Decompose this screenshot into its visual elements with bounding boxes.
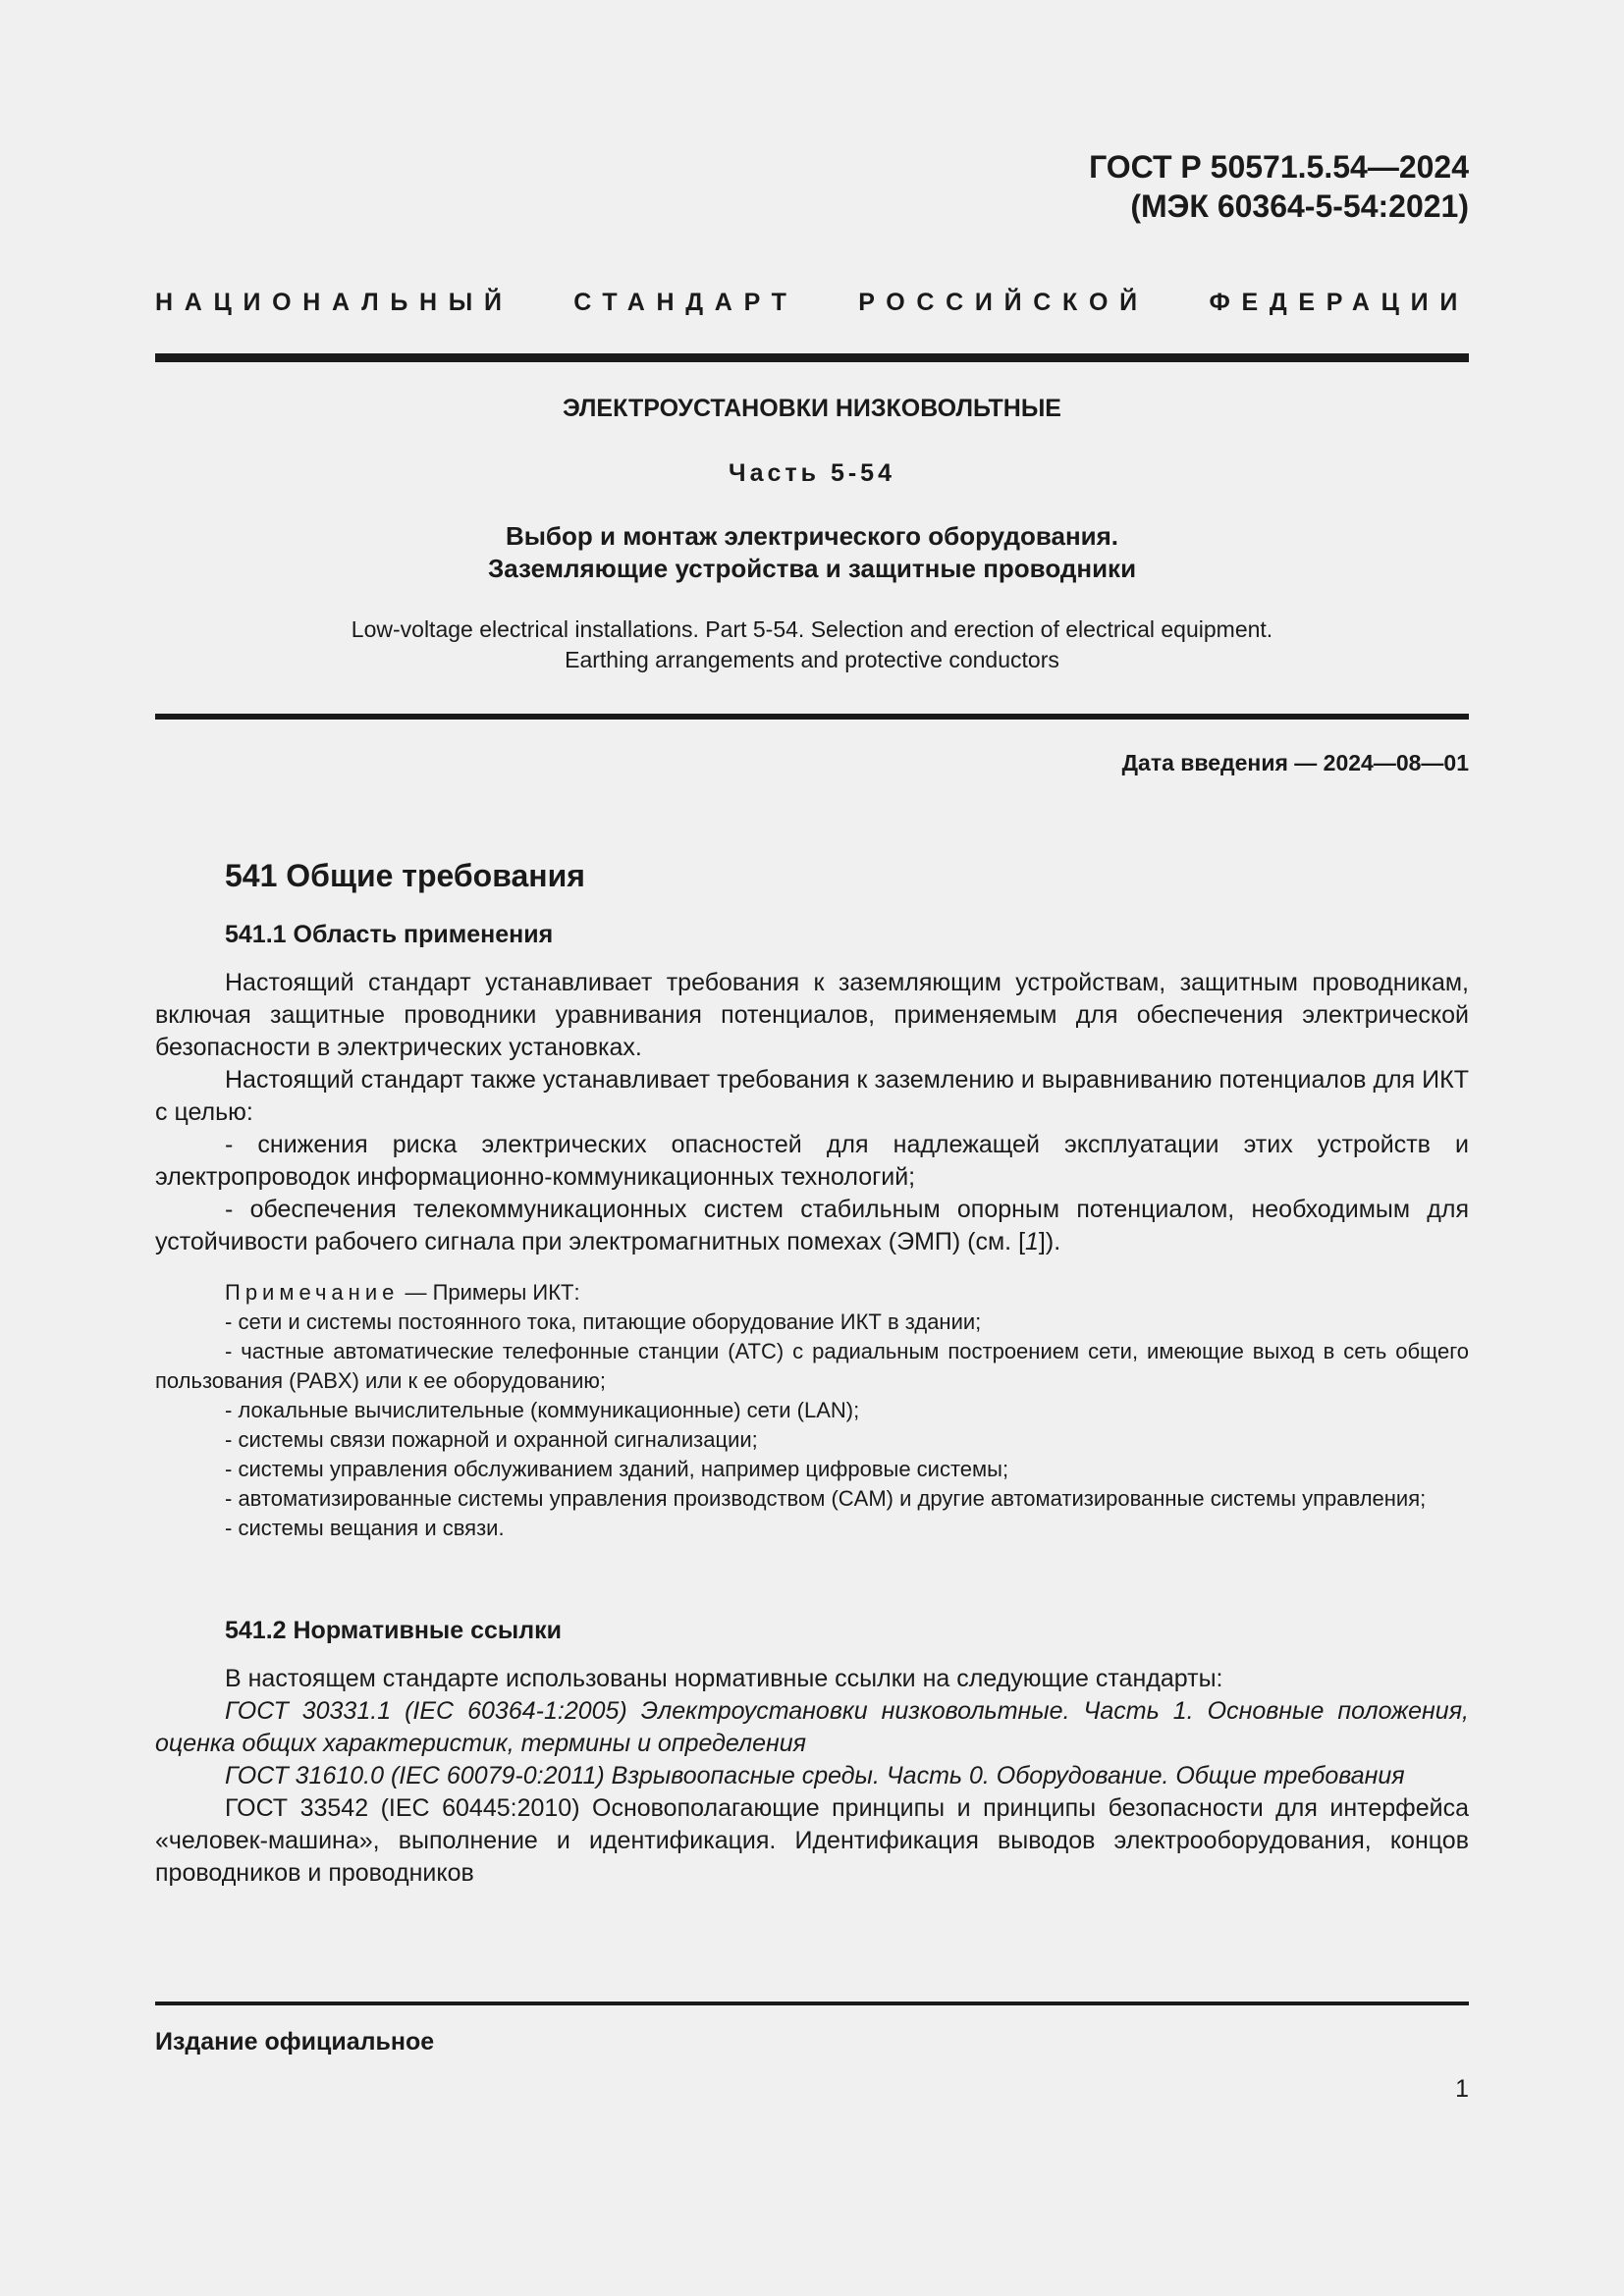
reference-item: ГОСТ 33542 (IEC 60445:2010) Основополагающие принципы и принципы безопасности для интерфейса «человек-машина», выполнение и идентификация. Идентификация выводов электрооборудования, концов проводников и проводников [155, 1794, 1469, 1887]
bibliography-reference-link[interactable]: 1 [1025, 1228, 1039, 1255]
english-title-line-1: Low-voltage electrical installations. Part 5-54. Selection and erection of electrical equipment. [351, 616, 1273, 642]
note-item: - системы управления обслуживанием зданий, например цифровые системы; [225, 1457, 1009, 1481]
note-item: - системы вещания и связи. [225, 1516, 505, 1540]
page-number: 1 [1455, 2075, 1469, 2103]
title-divider [155, 714, 1469, 720]
reference-item: ГОСТ 30331.1 (IEC 60364-1:2005) Электроустановки низковольтные. Часть 1. Основные положения, оценка общих характеристик, термины и определения [155, 1697, 1469, 1757]
english-title-line-2: Earthing arrangements and protective conductors [565, 647, 1059, 672]
subtitle-line-2: Заземляющие устройства и защитные проводники [487, 554, 1137, 583]
document-subtitle [155, 520, 1469, 585]
note-item: - сети и системы постоянного тока, питающие оборудование ИКТ в здании; [225, 1309, 982, 1334]
note-label: Примечание [225, 1280, 400, 1305]
normative-references [155, 1663, 1469, 1890]
official-edition-label: Издание официальное [155, 2028, 435, 2056]
note-item: - частные автоматические телефонные станции (АТС) с радиальным построением сети, имеющие выход в сеть общего пользования (PABX) или к ее оборудованию; [155, 1339, 1469, 1393]
footer-divider [155, 2002, 1469, 2005]
paragraph: Настоящий стандарт устанавливает требования к заземляющим устройствам, защитным проводникам, включая защитные проводники уравнивания потенциалов, применяемым для обеспечения электрической безопасности в электрических установках. [155, 969, 1469, 1061]
paragraph: - снижения риска электрических опасностей для надлежащей эксплуатации этих устройств и электропроводок информационно-коммуникационных технологий; [155, 1131, 1469, 1191]
document-title: ЭЛЕКТРОУСТАНОВКИ НИЗКОВОЛЬТНЫЕ [563, 395, 1061, 422]
subtitle-line-1: Выбор и монтаж электрического оборудования. [505, 521, 1119, 551]
note-item: - локальные вычислительные (коммуникационные) сети (LAN); [225, 1398, 860, 1422]
top-divider [155, 353, 1469, 362]
iec-number: (МЭК 60364-5-54:2021) [1130, 188, 1469, 224]
english-title [155, 614, 1469, 675]
section-heading-541-1: 541.1 Область применения [225, 921, 554, 948]
note-item: - системы связи пожарной и охранной сигнализации; [225, 1427, 758, 1452]
gost-number: ГОСТ Р 50571.5.54—2024 [1089, 149, 1469, 185]
national-standard-banner: НАЦИОНАЛЬНЫЙ СТАНДАРТ РОССИЙСКОЙ ФЕДЕРАЦИИ [155, 289, 1469, 316]
document-number [1089, 147, 1469, 226]
paragraph-text: - обеспечения телекоммуникационных систем стабильным опорным потенциалом, необходимым для устойчивости рабочего сигнала при электромагнитных помехах (ЭМП) (см. [ [155, 1196, 1469, 1255]
reference-item: ГОСТ 31610.0 (IEC 60079-0:2011) Взрывоопасные среды. Часть 0. Оборудование. Общие требования [225, 1762, 1405, 1789]
section-heading-541: 541 Общие требования [225, 858, 585, 893]
paragraph: Настоящий стандарт также устанавливает требования к заземлению и выравниванию потенциалов для ИКТ с целью: [155, 1066, 1469, 1126]
paragraph-end: ]). [1038, 1228, 1061, 1255]
note-heading [155, 1278, 1469, 1308]
document-part: Часть 5-54 [729, 459, 895, 487]
section-heading-541-2: 541.2 Нормативные ссылки [225, 1617, 563, 1644]
note-item: - автоматизированные системы управления производством (CAM) и другие автоматизированные системы управления; [225, 1486, 1427, 1511]
note-block [155, 1278, 1469, 1543]
introduction-date: Дата введения — 2024—08—01 [1121, 750, 1469, 775]
scope-text [155, 967, 1469, 1258]
references-intro: В настоящем стандарте использованы нормативные ссылки на следующие стандарты: [225, 1665, 1223, 1692]
note-intro: — Примеры ИКТ: [399, 1280, 580, 1305]
paragraph [155, 1194, 1469, 1258]
